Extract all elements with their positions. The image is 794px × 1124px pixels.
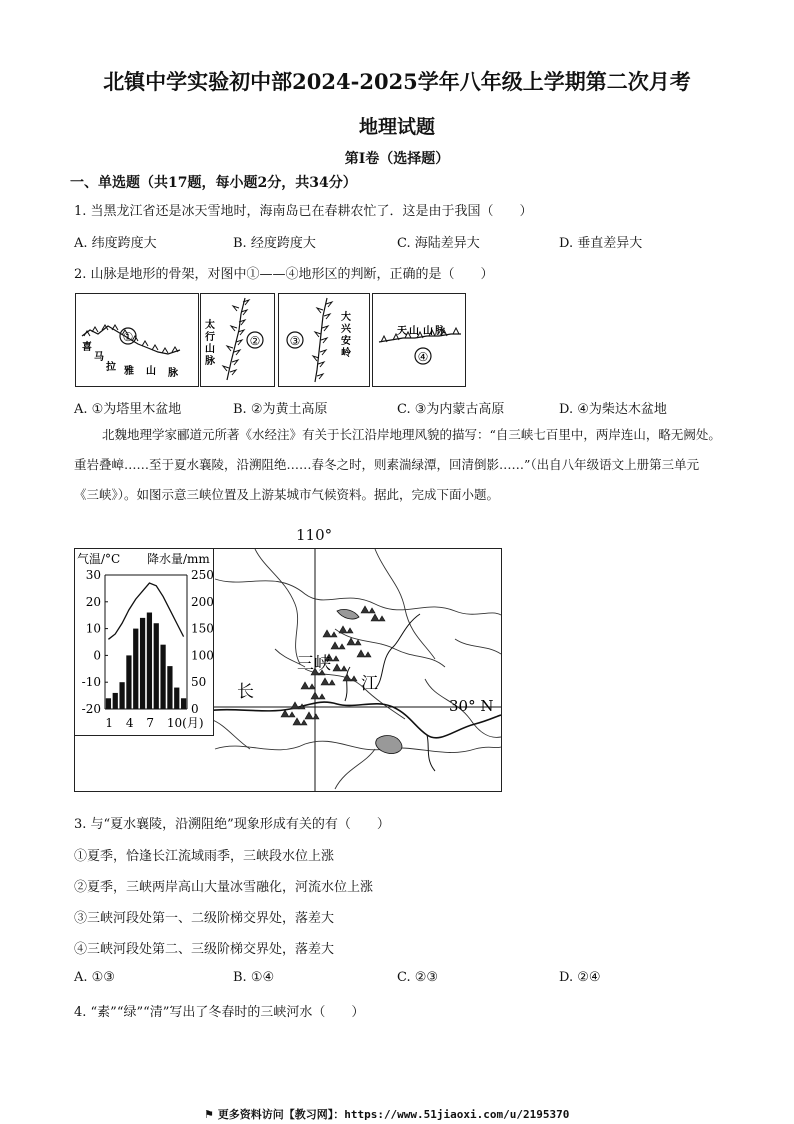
mountain-map-1 <box>75 293 199 387</box>
q1-option-c: C. 海陆差异大 <box>397 236 480 251</box>
precip-bar <box>133 629 138 709</box>
precip-bar <box>160 645 165 709</box>
temp-tick-label: 20 <box>85 594 101 609</box>
gorge-label: 三峡 <box>297 654 331 674</box>
precip-bar <box>147 613 152 709</box>
map4-label-2: 山 <box>409 326 419 337</box>
mountain-symbol <box>321 678 335 685</box>
map4-number: ④ <box>417 350 429 364</box>
precip-bar <box>106 698 111 709</box>
q3-statement-1: ①夏季，恰逢长江流域雨季，三峡段水位上涨 <box>74 849 335 864</box>
mountain-map-2 <box>200 293 275 387</box>
precip-tick-label: 250 <box>191 568 213 582</box>
month-tick-label: 10(月) <box>166 716 204 730</box>
q1-option-a: A. 纬度跨度大 <box>74 236 157 251</box>
climate-chart-inset <box>75 549 214 736</box>
q3-option-c: C. ②③ <box>397 970 439 985</box>
q1-option-b: B. 经度跨度大 <box>233 236 316 251</box>
q2-option-c: C. ③为内蒙古高原 <box>397 402 505 417</box>
precip-tick-label: 0 <box>191 702 199 716</box>
precip-bar <box>140 618 145 709</box>
precip-axis-title: 降水量/mm <box>147 552 210 566</box>
map1-label-2: 马 <box>94 352 104 363</box>
temp-axis-title: 气温/°C <box>77 552 121 566</box>
section-title: 一、单选题（共17题，每小题2分，共34分） <box>70 175 357 191</box>
flag-icon: ⚑ <box>204 1108 218 1121</box>
precip-bar <box>113 693 118 709</box>
mountain-symbol <box>311 692 325 699</box>
precip-bar <box>167 666 172 709</box>
map3-label-4: 岭 <box>341 348 351 359</box>
map3-label-2: 兴 <box>341 324 351 335</box>
map3-number: ③ <box>289 334 301 348</box>
volume-label: 第Ⅰ卷（选择题） <box>344 151 450 167</box>
map1-label-5: 山 <box>146 366 156 377</box>
mountain-symbol <box>333 664 347 671</box>
q2-option-b: B. ②为黄土高原 <box>233 402 328 417</box>
mountain-symbol <box>361 606 375 613</box>
map3-label-3: 安 <box>341 336 351 347</box>
map1-label-1: 喜 <box>82 342 92 353</box>
q3-option-b: B. ①④ <box>233 970 275 985</box>
map2-label-2: 行 <box>205 332 215 343</box>
map2-label-1: 太 <box>205 320 215 331</box>
precip-tick-label: 50 <box>191 675 207 690</box>
footer-link[interactable] <box>204 1106 569 1122</box>
exam-subtitle: 地理试题 <box>358 116 435 138</box>
map1-number: ① <box>122 330 134 344</box>
temp-tick-label: 30 <box>85 568 101 582</box>
temp-tick-label: -20 <box>81 702 101 716</box>
mountain-map-3 <box>278 293 370 387</box>
temp-tick-label: 10 <box>85 621 101 636</box>
precip-bar <box>126 655 131 709</box>
map1-label-3: 拉 <box>106 362 116 373</box>
three-gorges-map <box>74 548 502 792</box>
precip-bar <box>154 623 159 709</box>
mountain-symbol <box>347 638 361 645</box>
map4-label-3: 山 <box>423 326 433 337</box>
mountain-symbol <box>291 702 305 709</box>
month-tick-label: 4 <box>125 716 134 730</box>
reading-passage: 北魏地理学家郦道元所著《水经注》有关于长江沿岸地理风貌的描写：“自三峡七百里中，两岸连山，略无阙处。重岩叠嶂……至于夏水襄陵，沿溯阻绝……春冬之时，则素湍绿潭，回清倒影……”（出自八年级语文上册第三单元《三峡》）。如图示意三峡位置及上游某城市气候资料。据此，完成下面小题。 <box>74 427 721 502</box>
latitude-label: 30° N <box>449 697 494 715</box>
mountain-symbol <box>371 614 385 621</box>
map4-label-1: 天 <box>397 326 407 337</box>
map2-number: ② <box>249 334 261 348</box>
question-1-text: 1. 当黑龙江省还是冰天雪地时，海南岛已在春耕农忙了．这是由于我国（ ） <box>74 204 533 219</box>
mountain-symbol <box>339 626 353 633</box>
month-tick-label: 7 <box>146 716 155 730</box>
mountain-symbol <box>331 642 345 649</box>
mountain-symbol <box>281 710 295 717</box>
river-label-1: 长 <box>237 682 254 702</box>
precip-tick-label: 100 <box>191 648 213 663</box>
mountain-symbol <box>301 682 315 689</box>
q3-option-d: D. ②④ <box>559 970 601 985</box>
map4-label-4: 脉 <box>435 326 445 337</box>
precip-bar <box>174 688 179 709</box>
mountain-symbol <box>343 674 357 681</box>
mountain-symbol <box>323 630 337 637</box>
precip-bar <box>181 698 186 709</box>
map1-label-6: 脉 <box>168 368 178 379</box>
question-4-text: 4. “素”“绿”“清”写出了冬春时的三峡河水（ ） <box>74 1005 365 1020</box>
exam-title: 北镇中学实验初中部2024-2025学年八年级上学期第二次月考 <box>103 69 691 94</box>
mountain-symbol <box>305 712 319 719</box>
precip-tick-label: 150 <box>191 621 213 636</box>
temp-tick-label: -10 <box>81 675 101 690</box>
q3-statement-2: ②夏季，三峡两岸高山大量冰雪融化，河流水位上涨 <box>74 880 374 895</box>
river-label-2: 江 <box>361 674 378 694</box>
q1-option-d: D. 垂直差异大 <box>559 236 643 251</box>
map2-label-4: 脉 <box>205 356 215 367</box>
map1-label-4: 雅 <box>124 366 134 377</box>
q3-statement-4: ④三峡河段处第二、三级阶梯交界处，落差大 <box>74 942 335 957</box>
mountain-map-4 <box>372 293 466 387</box>
footer-text: 更多资料访问【教习网】：https://www.51jiaoxi.com/u/2195370 <box>217 1108 570 1121</box>
longitude-label: 110° <box>296 526 333 544</box>
temperature-line <box>108 583 183 639</box>
question-2-text: 2. 山脉是地形的骨架，对图中①——④地形区的判断，正确的是（ ） <box>74 267 494 282</box>
map2-label-3: 山 <box>205 344 215 355</box>
map3-label-1: 大 <box>341 312 351 323</box>
q2-option-d: D. ④为柴达木盆地 <box>559 402 667 417</box>
mountain-symbol <box>357 650 371 657</box>
month-tick-label: 1 <box>105 716 114 730</box>
question-3-text: 3. 与“夏水襄陵，沿溯阻绝”现象形成有关的有（ ） <box>74 817 390 832</box>
precip-bar <box>119 682 124 709</box>
precip-tick-label: 200 <box>191 594 213 609</box>
temp-tick-label: 0 <box>93 648 101 663</box>
q2-option-a: A. ①为塔里木盆地 <box>74 402 182 417</box>
q3-option-a: A. ①③ <box>74 970 115 985</box>
q3-statement-3: ③三峡河段处第一、二级阶梯交界处，落差大 <box>74 911 335 926</box>
